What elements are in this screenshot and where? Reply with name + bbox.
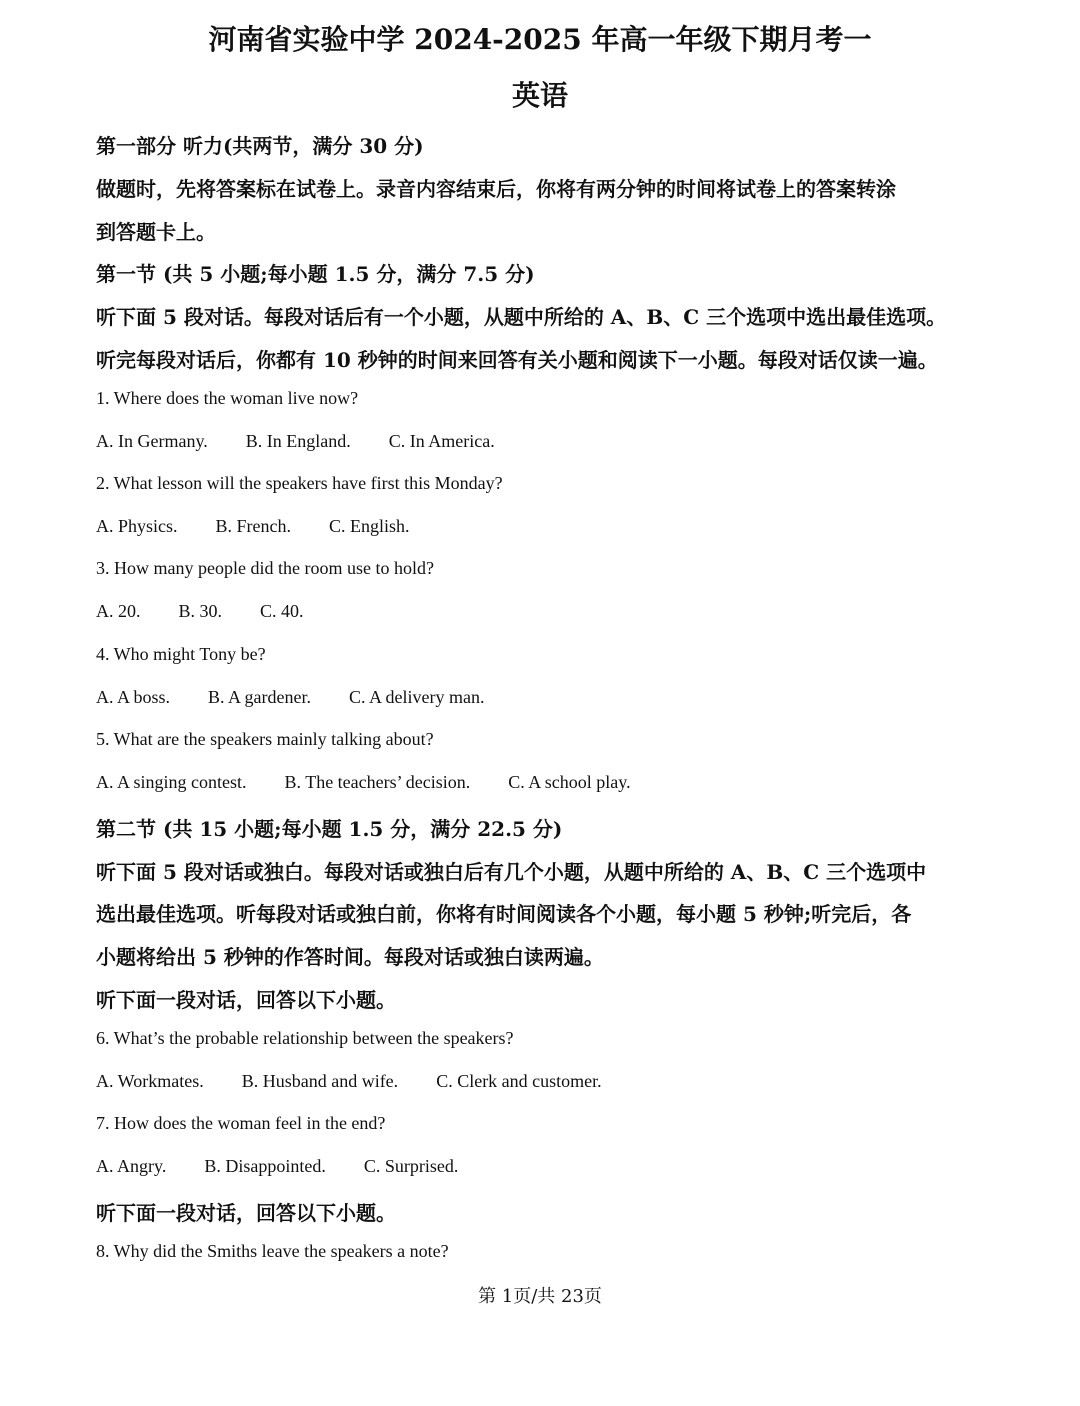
option-c: C. Surprised. — [363, 1156, 459, 1176]
dialogue-prompt-1: 听下面一段对话，回答以下小题。 — [96, 988, 396, 1012]
option-c: C. English. — [329, 516, 410, 536]
option-c: C. A delivery man. — [349, 687, 485, 707]
section2-heading: 第二节 (共 15 小题;每小题 1.5 分，满分 22.5 分) — [96, 817, 563, 841]
part1-instruction-line-2: 到答题卡上。 — [96, 220, 216, 244]
option-b: B. Disappointed. — [204, 1156, 326, 1176]
section2-instruction-line-3: 小题将给出 5 秒钟的作答时间。每段对话或独白读两遍。 — [96, 945, 604, 969]
option-a: A. 20. — [96, 601, 141, 621]
section2-instruction-line-1: 听下面 5 段对话或独白。每段对话或独白后有几个小题，从题中所给的 A、B、C 三个选项中 — [96, 860, 927, 884]
option-b: B. The teachers’ decision. — [284, 772, 471, 792]
question-1-options — [96, 431, 495, 452]
dialogue-prompt-2: 听下面一段对话，回答以下小题。 — [96, 1201, 396, 1225]
question-7-options — [96, 1156, 458, 1177]
question-4-options — [96, 687, 485, 708]
option-a: A. In Germany. — [96, 431, 208, 451]
question-2-stem: 2. What lesson will the speakers have first this Monday? — [96, 473, 503, 493]
part1-instruction-line-1: 做题时，先将答案标在试卷上。录音内容结束后，你将有两分钟的时间将试卷上的答案转涂 — [96, 177, 896, 201]
question-3-options — [96, 601, 304, 622]
section1-heading: 第一节 (共 5 小题;每小题 1.5 分，满分 7.5 分) — [96, 262, 535, 286]
option-b: B. 30. — [178, 601, 223, 621]
option-b: B. Husband and wife. — [241, 1071, 399, 1091]
option-a: A. Physics. — [96, 516, 178, 536]
option-c: C. In America. — [388, 431, 495, 451]
subject-title: 英语 — [511, 79, 568, 112]
question-5-stem: 5. What are the speakers mainly talking about? — [96, 729, 434, 749]
section2-instruction-line-2: 选出最佳选项。听每段对话或独白前，你将有时间阅读各个小题，每小题 5 秒钟;听完后，各 — [96, 902, 912, 926]
question-8-stem: 8. Why did the Smiths leave the speakers a note? — [96, 1241, 449, 1261]
part1-heading: 第一部分 听力(共两节，满分 30 分) — [96, 134, 424, 158]
question-6-stem: 6. What’s the probable relationship between the speakers? — [96, 1028, 514, 1048]
exam-title: 河南省实验中学 2024-2025 年高一年级下期月考一 — [208, 23, 872, 56]
option-c: C. A school play. — [508, 772, 631, 792]
question-5-options — [96, 772, 631, 793]
option-c: C. Clerk and customer. — [436, 1071, 602, 1091]
page-number: 第 1页/共 23页 — [478, 1286, 602, 1307]
question-3-stem: 3. How many people did the room use to hold? — [96, 558, 434, 578]
question-4-stem: 4. Who might Tony be? — [96, 644, 266, 664]
option-b: B. A gardener. — [208, 687, 312, 707]
option-b: B. In England. — [245, 431, 351, 451]
option-a: A. Workmates. — [96, 1071, 204, 1091]
option-a: A. A singing contest. — [96, 772, 247, 792]
question-2-options — [96, 516, 410, 537]
question-6-options — [96, 1071, 602, 1092]
option-b: B. French. — [215, 516, 292, 536]
option-c: C. 40. — [260, 601, 304, 621]
section1-instruction-line-1: 听下面 5 段对话。每段对话后有一个小题，从题中所给的 A、B、C 三个选项中选出最佳选项。 — [96, 305, 947, 329]
question-7-stem: 7. How does the woman feel in the end? — [96, 1113, 386, 1133]
option-a: A. Angry. — [96, 1156, 167, 1176]
option-a: A. A boss. — [96, 687, 171, 707]
question-1-stem: 1. Where does the woman live now? — [96, 388, 359, 408]
section1-instruction-line-2: 听完每段对话后，你都有 10 秒钟的时间来回答有关小题和阅读下一小题。每段对话仅读一遍。 — [96, 348, 938, 372]
